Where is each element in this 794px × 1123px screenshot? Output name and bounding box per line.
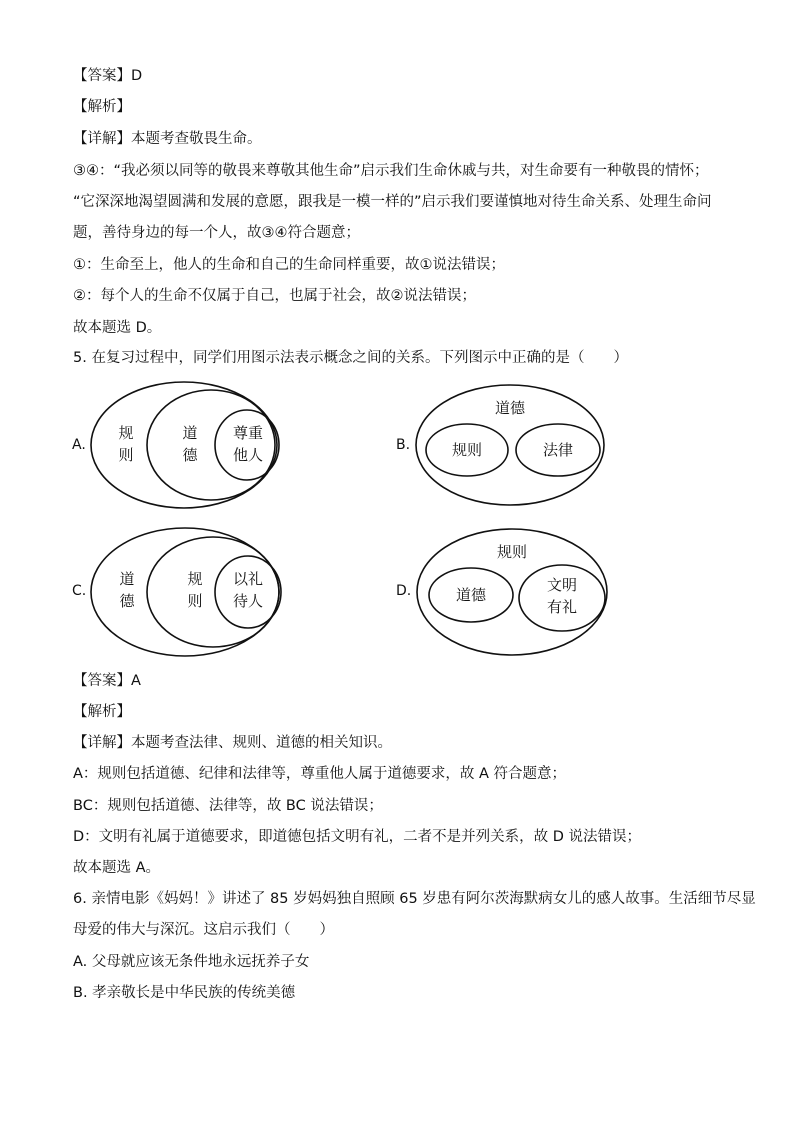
option-d-label: D. (396, 583, 412, 599)
analysis-line: ②：每个人的生命不仅属于自己，也属于社会，故②说法错误； (73, 288, 476, 304)
analysis-line: 【详解】本题考查法律、规则、道德的相关知识。 (73, 735, 392, 751)
inner-label: 他人 (232, 446, 264, 464)
analysis-line: BC：规则包括道德、法律等，故 BC 说法错误； (73, 798, 383, 814)
option-a-diagram (88, 380, 288, 512)
analysis-line: ①：生命至上，他人的生命和自己的生命同样重要，故①说法错误； (73, 257, 505, 273)
analysis-line: 题，善待身边的每一个人，故③④符合题意； (73, 225, 360, 241)
right-label: 文明 (546, 576, 578, 594)
inner-label: 尊重 (232, 424, 264, 442)
analysis-line: D：文明有礼属于道德要求，即道德包括文明有礼，二者不是并列关系，故 D 说法错误； (73, 829, 642, 845)
question-stem: 6. 亲情电影《妈妈！》讲述了 85 岁妈妈独自照顾 65 岁患有阿尔茨海默病女儿的感人故事。生活细节尽显 (73, 891, 756, 907)
inner-ellipse (215, 410, 279, 480)
option-c-diagram (88, 524, 288, 660)
analysis-line: 故本题选 D。 (73, 320, 162, 336)
answer-line: 【答案】A (73, 673, 141, 689)
option-a-label: A. (72, 437, 86, 453)
middle-label: 道 (182, 424, 198, 442)
outer-label: 德 (119, 592, 135, 610)
option-a: A. 父母就应该无条件地永远抚养子女 (73, 954, 310, 970)
question-stem: 5. 在复习过程中，同学们用图示法表示概念之间的关系。下列图示中正确的是（ ） (73, 350, 628, 366)
middle-label: 德 (182, 446, 198, 464)
answer-line: 【答案】D (73, 68, 143, 84)
analysis-label: 【解析】 (73, 99, 131, 115)
option-d-diagram (414, 526, 612, 660)
analysis-line: ③④：“我必须以同等的敬畏来尊敬其他生命”启示我们生命休戚与共，对生命要有一种敬畏的情怀； (73, 163, 709, 179)
option-b: B. 孝亲敬长是中华民族的传统美德 (73, 985, 296, 1001)
outer-label: 规则 (496, 543, 528, 561)
right-label: 有礼 (546, 598, 578, 616)
right-label: 法律 (542, 441, 574, 459)
analysis-line: “它深深地渴望圆满和发展的意愿，跟我是一模一样的”启示我们要谨慎地对待生命关系、处理生命问 (73, 194, 712, 210)
option-c-label: C. (72, 583, 87, 599)
left-label: 规则 (451, 441, 483, 459)
option-b-label: B. (396, 437, 411, 453)
analysis-line: A：规则包括道德、纪律和法律等，尊重他人属于道德要求，故 A 符合题意； (73, 766, 567, 782)
outer-label: 规 (118, 424, 134, 442)
inner-label: 待人 (232, 592, 264, 610)
outer-label: 道德 (494, 399, 526, 417)
analysis-line: 【详解】本题考查敬畏生命。 (73, 131, 262, 147)
inner-label: 以礼 (232, 570, 264, 588)
option-b-diagram (412, 382, 608, 510)
left-label: 道德 (455, 586, 487, 604)
outer-label: 则 (118, 446, 134, 464)
middle-label: 则 (187, 592, 203, 610)
question-stem-continued: 母爱的伟大与深沉。这启示我们（ ） (73, 922, 334, 938)
analysis-line: 故本题选 A。 (73, 860, 161, 876)
outer-label: 道 (119, 570, 135, 588)
analysis-label: 【解析】 (73, 704, 131, 720)
middle-label: 规 (187, 570, 203, 588)
middle-ellipse (147, 390, 275, 500)
